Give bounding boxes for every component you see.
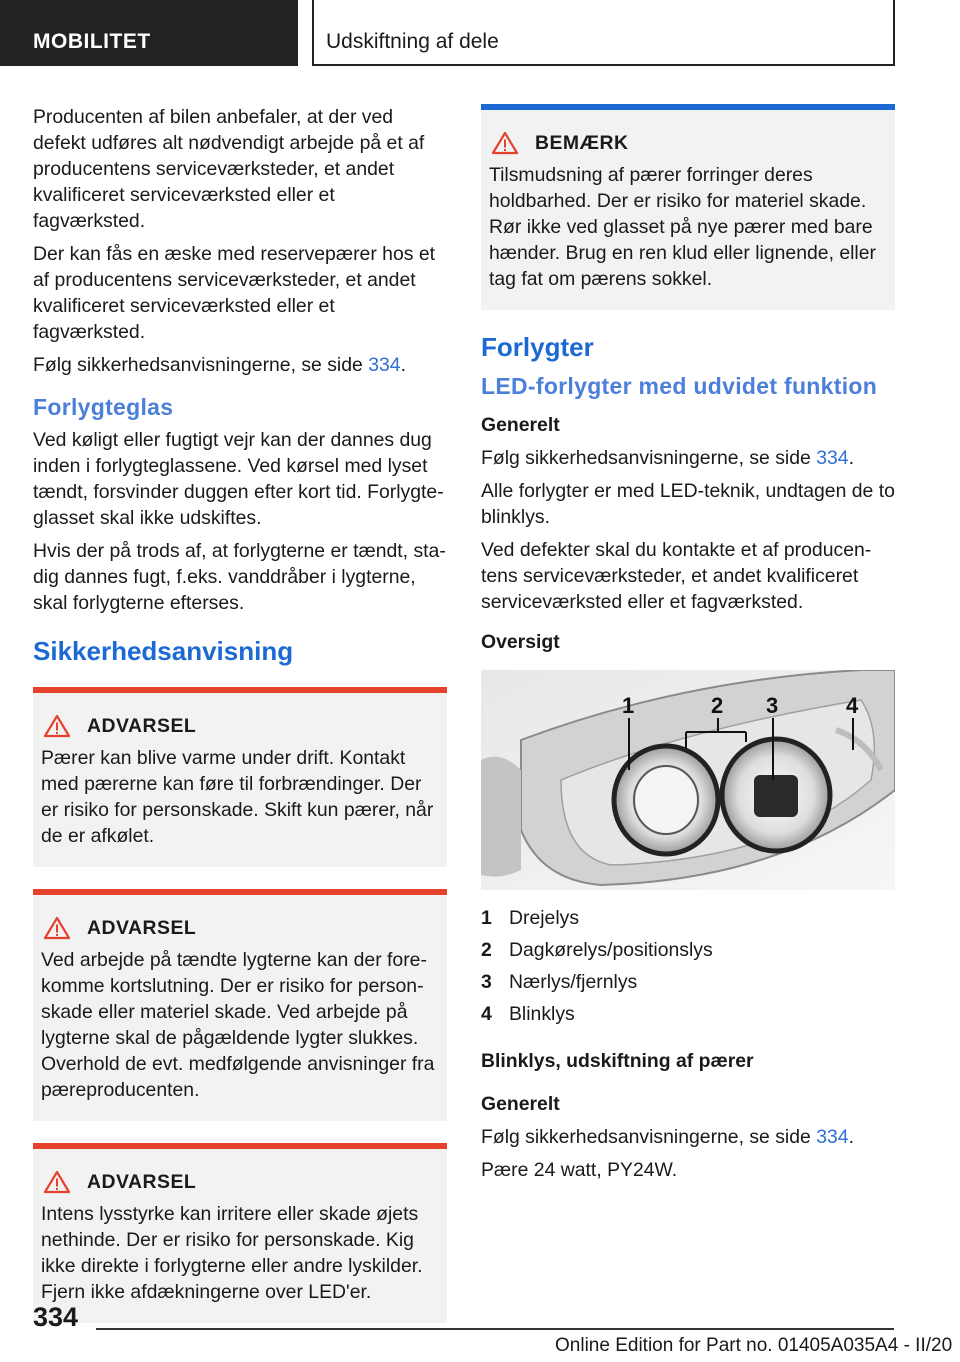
left-column (33, 104, 447, 1345)
warning-box (33, 687, 447, 867)
warning-triangle-icon (43, 916, 71, 940)
intro-paragraph-1: Producenten af bilen anbefaler, at der ved defekt udføres alt nødvendigt arbejde på et af producentens serviceværksteder, et andet kvalificeret serviceværksted eller et fagværksted. (33, 106, 425, 232)
safety-reference (481, 445, 895, 471)
legend-item (481, 902, 895, 934)
figure-label-1: 1 (622, 693, 635, 718)
warning-box (33, 889, 447, 1121)
warning-title: ADVARSEL (87, 714, 197, 737)
page-link-334[interactable]: 334 (368, 354, 401, 376)
heading-forlygter: Forlygter (481, 332, 594, 362)
warning-text: Intens lysstyrke kan irritere eller skade øjets nethinde. Der er risiko for personskade. Kig ikke direkte i forlygterne eller andre lyskilder. Fjern ikke afdækningerne over LED'er. (41, 1203, 423, 1303)
right-column (481, 104, 895, 1190)
safety-reference-text: Følg sikkerhedsanvisningerne, se side (481, 447, 817, 469)
legend-label: Dagkørelys/positionslys (509, 939, 713, 961)
note-header (489, 128, 887, 158)
page-link-334[interactable]: 334 (816, 1126, 849, 1148)
page-number: 334 (33, 1302, 79, 1332)
warning-box (33, 1143, 447, 1323)
warning-triangle-icon (43, 714, 71, 738)
defect-paragraph: Ved defekter skal du kontakte et af producentens serviceværksteder, et andet kvalificeret serviceværksted eller et fagværksted. (481, 539, 872, 613)
legend-item (481, 998, 895, 1030)
section-title: Udskiftning af dele (312, 0, 895, 66)
warning-title: ADVARSEL (87, 916, 197, 939)
forlygteglas-paragraph-2: Hvis der på trods af, at forlygterne er tændt, stadig dannes fugt, f.eks. vanddråber i lygterne, skal forlygterne efterses. (33, 540, 446, 614)
warning-text: Ved arbejde på tændte lygterne kan der forekomme kortslutning. Der er risiko for personskade eller materiel skade. Ved arbejde på lygterne skal de pågældende lygter slukkes. Overhold de evt. medfølgende anvisninger fra pæreproducenten. (41, 949, 435, 1101)
legend-number: 4 (481, 1003, 492, 1025)
figure-label-2: 2 (711, 693, 724, 718)
intro-paragraph-2: Der kan fås en æske med reservepærer hos et af producentens serviceværksteder, et andet kvalificeret serviceværksted eller et fagværksted. (33, 243, 435, 343)
forlygteglas-paragraph-1: Ved køligt eller fugtigt vejr kan der dannes dug inden i forlygteglassene. Ved kørsel med lyset tændt, forsvinder duggen efter kort tid. Forlygteglasset skal ikke udskiftes. (33, 429, 444, 529)
legend-number: 1 (481, 907, 492, 929)
heading-forlygteglas: Forlygteglas (33, 394, 174, 420)
legend-item (481, 934, 895, 966)
footer-divider (96, 1328, 894, 1330)
safety-reference-end: . (848, 447, 854, 469)
legend-number: 3 (481, 971, 492, 993)
heading-generelt: Generelt (481, 414, 560, 436)
headlight-figure (481, 670, 895, 890)
page-link-334[interactable]: 334 (816, 447, 849, 469)
safety-reference-text: Følg sikkerhedsanvisningerne, se side (481, 1126, 817, 1148)
safety-reference-end: . (400, 354, 406, 376)
figure-label-3: 3 (766, 693, 779, 718)
safety-reference-text: Følg sikkerhedsanvisningerne, se side (33, 354, 369, 376)
edition-text: Online Edition for Part no. 01405A035A4 - II/20 (555, 1335, 953, 1356)
note-text: Tilsmudsning af pærer forringer deres holdbarhed. Der er risiko for materiel skade. Rør ikke ved glasset på nye pærer med bare hænder. Brug en ren klud eller lignende, eller tag fat om pærens sokkel. (489, 164, 876, 290)
warning-title: ADVARSEL (87, 1170, 197, 1193)
warning-triangle-icon (43, 1170, 71, 1194)
safety-reference-end: . (848, 1126, 854, 1148)
heading-blinklys: Blinklys, udskiftning af pærer (481, 1050, 754, 1072)
legend-label: Blinklys (509, 1003, 575, 1025)
section-tab: MOBILITET (0, 0, 298, 66)
legend-item (481, 966, 895, 998)
safety-reference (33, 352, 447, 378)
bulb-spec: Pære 24 watt, PY24W. (481, 1159, 678, 1181)
led-paragraph: Alle forlygter er med LED-teknik, undtagen de to blinklys. (481, 480, 895, 528)
headlight-illustration (481, 670, 895, 890)
legend-number: 2 (481, 939, 492, 961)
note-box (481, 104, 895, 310)
heading-oversigt: Oversigt (481, 631, 560, 653)
warning-triangle-icon (491, 131, 519, 155)
figure-label-4: 4 (846, 693, 859, 718)
warning-header (41, 711, 439, 741)
warning-text: Pærer kan blive varme under drift. Kontakt med pærerne kan føre til forbrændinger. Der er risiko for personskade. Skift kun pærer, når de er afkølet. (41, 747, 434, 847)
legend-label: Drejelys (509, 907, 580, 929)
heading-sikkerhedsanvisning: Sikkerhedsanvisning (33, 636, 294, 666)
legend-label: Nærlys/fjernlys (509, 971, 638, 993)
heading-generelt-2: Generelt (481, 1093, 560, 1115)
warning-header (41, 913, 439, 943)
page-header (0, 0, 960, 66)
heading-led-forlygter: LED-forlygter med udvidet funktion (481, 373, 878, 399)
note-title: BEMÆRK (535, 131, 629, 154)
safety-reference (481, 1124, 895, 1150)
figure-legend (481, 902, 895, 1030)
warning-header (41, 1167, 439, 1197)
